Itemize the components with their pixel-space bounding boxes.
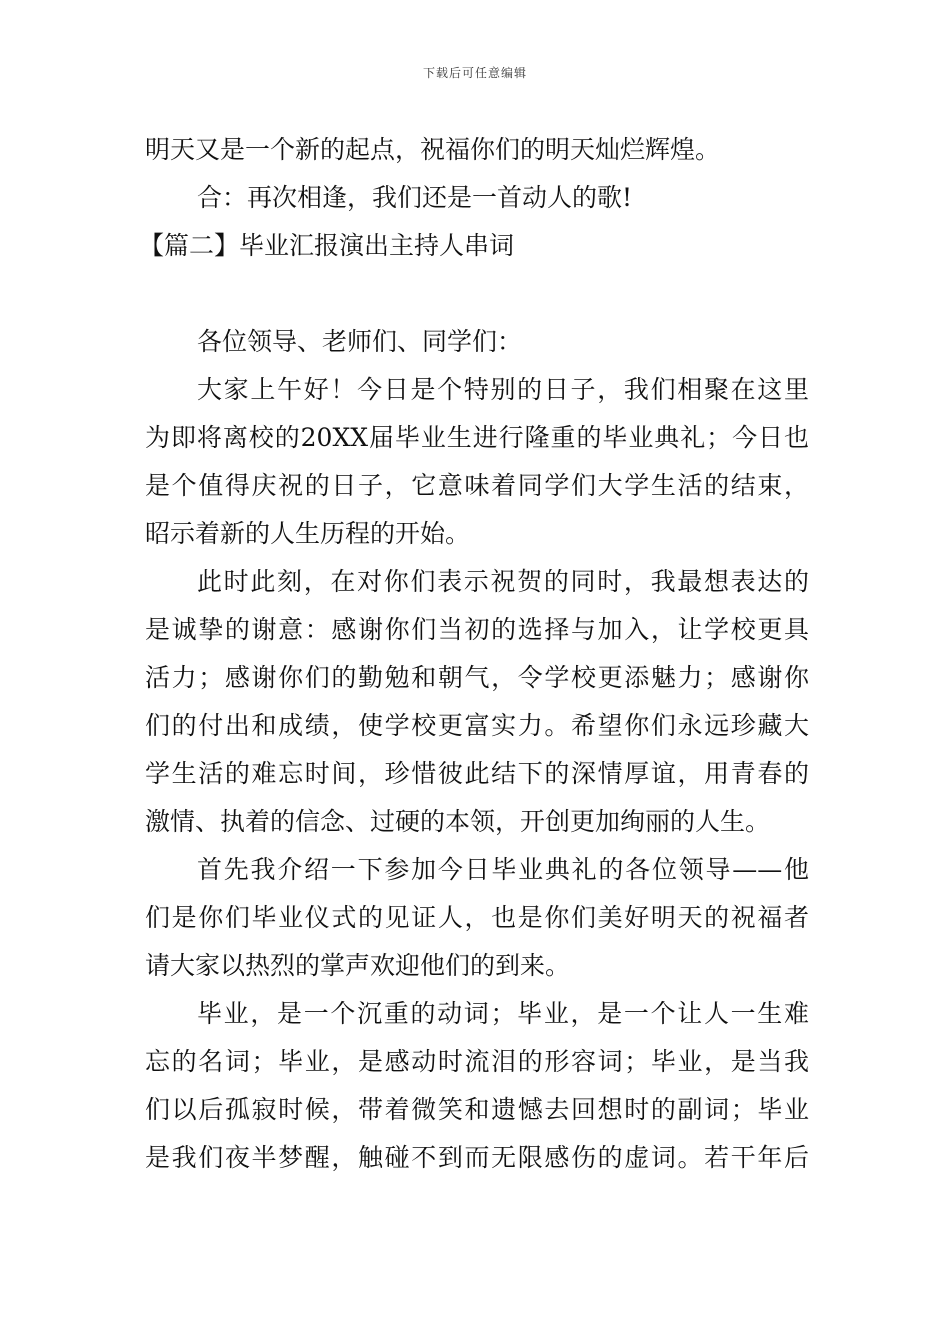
paragraph-line: 们是你们毕业仪式的见证人，也是你们美好明天的祝福者 [145,903,809,932]
salutation: 各位领导、老师们、同学们： [197,327,523,356]
paragraph-line: 是诚挚的谢意：感谢你们当初的选择与加入，让学校更具 [145,615,809,644]
document-body [139,126,809,1182]
paragraph-line: 昭示着新的人生历程的开始。 [145,519,471,548]
paragraph-1 [145,366,809,558]
paragraph-3 [145,846,809,990]
intro-line-2: 合：再次相逢，我们还是一首动人的歌! [197,183,633,212]
paragraph-line: 大家上午好！今日是个特别的日子，我们相聚在这里 [197,375,809,404]
intro-line-1: 明天又是一个新的起点，祝福你们的明天灿烂辉煌。 [145,135,721,164]
paragraph-line: 激情、执着的信念、过硬的本领，开创更加绚丽的人生。 [145,807,771,836]
page-header-note: 下载后可任意编辑 [422,66,527,80]
paragraph-line: 忘的名词；毕业，是感动时流泪的形容词；毕业，是当我 [145,1047,809,1076]
paragraph-line: 学生活的难忘时间，珍惜彼此结下的深情厚谊，用青春的 [145,759,809,788]
section-heading: 【篇二】毕业汇报演出主持人串词 [139,231,515,260]
paragraph-line: 活力；感谢你们的勤勉和朝气，令学校更添魅力；感谢你 [145,663,809,692]
paragraph-line: 毕业，是一个沉重的动词；毕业，是一个让人一生难 [197,999,809,1028]
paragraph-line: 首先我介绍一下参加今日毕业典礼的各位领导——他 [197,855,809,884]
paragraph-line: 请大家以热烈的掌声欢迎他们的到来。 [145,951,571,980]
paragraph-line: 是个值得庆祝的日子，它意味着同学们大学生活的结束， [145,471,809,500]
paragraph-line: 为即将离校的20XX届毕业生进行隆重的毕业典礼；今日也 [145,423,809,452]
paragraph-4 [145,990,809,1182]
paragraph-2 [145,558,809,846]
blank-line [145,270,809,318]
paragraph-line: 此时此刻，在对你们表示祝贺的同时，我最想表达的 [197,567,809,596]
paragraph-line: 们的付出和成绩，使学校更富实力。希望你们永远珍藏大 [145,711,809,740]
paragraph-line: 是我们夜半梦醒，触碰不到而无限感伤的虚词。若干年后 [145,1143,809,1172]
paragraph-line: 们以后孤寂时候，带着微笑和遗憾去回想时的副词；毕业 [145,1095,809,1124]
